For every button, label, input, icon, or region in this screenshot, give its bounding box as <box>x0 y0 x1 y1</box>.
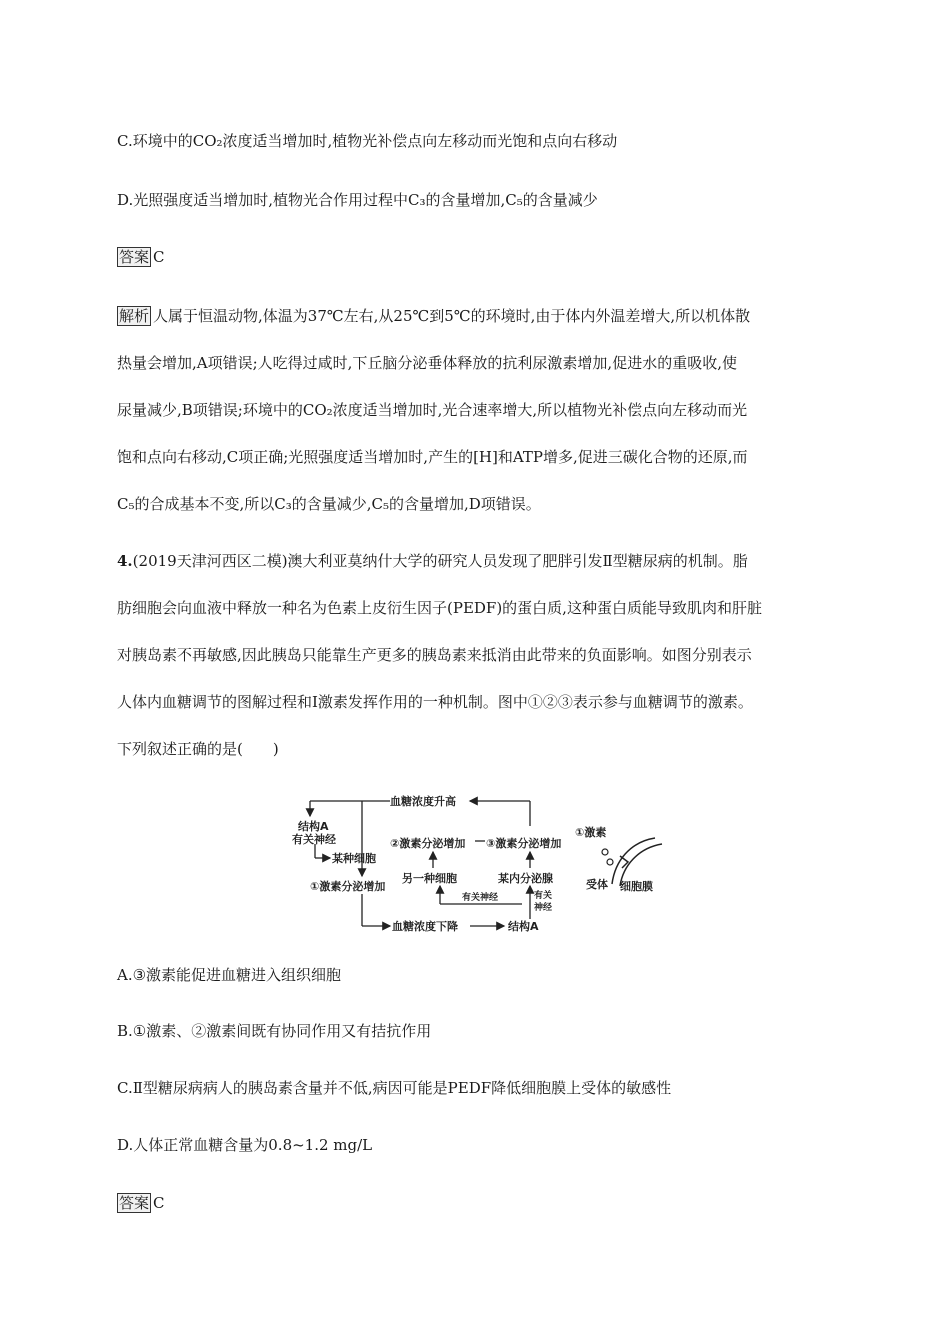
diagram-hormone-1: ①激素 <box>575 826 607 839</box>
q3-analysis-line-5: C₅的合成基本不变,所以C₃的含量减少,C₅的含量增加,D项错误。 <box>117 495 541 513</box>
q3-answer <box>117 247 165 267</box>
diagram-hormone-3-up: ③激素分泌增加 <box>486 837 562 850</box>
q4-stem-line-1 <box>117 551 748 571</box>
diagram-hormone-1-up: ①激素分泌增加 <box>310 880 386 893</box>
diagram-nerve-right-1: 有关 <box>534 891 553 901</box>
stem-text: (2019天津河西区二模)澳大利亚莫纳什大学的研究人员发现了肥胖引发Ⅱ型糖尿病的机制。脂 <box>132 552 748 570</box>
q4-option-b: B.①激素、②激素间既有协同作用又有拮抗作用 <box>117 1022 432 1040</box>
question-number: 4. <box>117 552 133 570</box>
diagram-nerve-right-2: 神经 <box>534 903 553 913</box>
q3-analysis-line-4: 饱和点向右移动,C项正确;光照强度适当增加时,产生的[H]和ATP增多,促进三碳化合物的还原,而 <box>117 448 748 466</box>
q3-analysis-line-1 <box>117 306 750 326</box>
diagram-endocrine-gland: 某内分泌腺 <box>498 872 553 885</box>
diagram-structure-a-right: 结构A <box>508 920 539 933</box>
diagram-nerve-mid: 有关神经 <box>462 893 499 903</box>
hormone-molecules <box>602 849 613 865</box>
answer-tag: 答案 <box>119 248 150 266</box>
diagram-membrane: 细胞膜 <box>620 880 653 893</box>
q3-option-d: D.光照强度适当增加时,植物光合作用过程中C₃的含量增加,C₅的含量减少 <box>117 191 598 209</box>
q4-stem-line-5: 下列叙述正确的是( ) <box>117 740 279 758</box>
answer-value: C <box>153 1194 165 1212</box>
diagram-top-label: 血糖浓度升高 <box>390 795 456 808</box>
diagram-nerve-left: 有关神经 <box>292 833 336 846</box>
q3-analysis-line-2: 热量会增加,A项错误;人吃得过咸时,下丘脑分泌垂体释放的抗利尿激素增加,促进水的重吸收,使 <box>117 354 737 372</box>
q4-option-c: C.Ⅱ型糖尿病病人的胰岛素含量并不低,病因可能是PEDF降低细胞膜上受体的敏感性 <box>117 1079 672 1097</box>
q4-stem-line-4: 人体内血糖调节的图解过程和Ⅰ激素发挥作用的一种机制。图中①②③表示参与血糖调节的激素。 <box>117 693 753 711</box>
q4-option-a: A.③激素能促进血糖进入组织细胞 <box>117 966 342 984</box>
cell-membrane-shape <box>612 838 662 886</box>
q4-stem-line-3: 对胰岛素不再敏感,因此胰岛只能靠生产更多的胰岛素来抵消由此带来的负面影响。如图分别表示 <box>117 646 752 664</box>
diagram-hormone-2-up: ②激素分泌增加 <box>390 837 466 850</box>
analysis-text: 人属于恒温动物,体温为37℃左右,从25℃到5℃的环境时,由于体内外温差增大,所以机体散 <box>153 307 751 325</box>
diagram-receptor: 受体 <box>586 878 608 891</box>
q4-stem-line-2: 肪细胞会向血液中释放一种名为色素上皮衍生因子(PEDF)的蛋白质,这种蛋白质能导致肌肉和肝脏 <box>117 599 762 617</box>
diagram-structure-a-left: 结构A <box>298 820 329 833</box>
blood-sugar-regulation-diagram <box>290 786 670 938</box>
answer-tag: 答案 <box>119 1194 150 1212</box>
analysis-tag: 解析 <box>119 307 150 325</box>
q4-option-d: D.人体正常血糖含量为0.8~1.2 mg/L <box>117 1136 373 1154</box>
diagram-some-cell: 某种细胞 <box>332 852 376 865</box>
q3-option-c: C.环境中的CO₂浓度适当增加时,植物光补偿点向左移动而光饱和点向右移动 <box>117 132 618 150</box>
diagram-bottom-label: 血糖浓度下降 <box>392 920 458 933</box>
q4-answer <box>117 1193 165 1213</box>
q3-analysis-line-3: 尿量减少,B项错误;环境中的CO₂浓度适当增加时,光合速率增大,所以植物光补偿点向左移动而光 <box>117 401 748 419</box>
diagram-another-cell: 另一种细胞 <box>402 872 457 885</box>
answer-value: C <box>153 248 165 266</box>
